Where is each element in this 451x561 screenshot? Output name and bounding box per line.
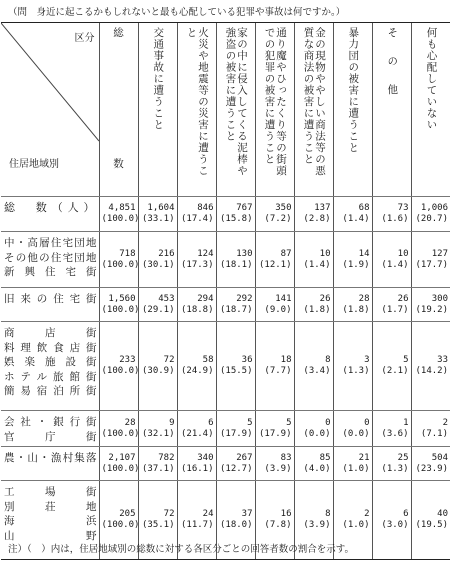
cell-percent: (3.9) xyxy=(264,463,292,474)
cell-count: 10 xyxy=(397,248,409,259)
cell-percent: (0.0) xyxy=(342,428,370,439)
table-row xyxy=(1,447,450,481)
cell-percent: (18.8) xyxy=(180,304,214,315)
cell-count: 1 xyxy=(403,417,409,428)
cell-percent: (1.6) xyxy=(381,214,409,224)
value-cell xyxy=(255,288,294,322)
cell-percent: (17.3) xyxy=(180,259,214,270)
cell-count: 124 xyxy=(197,248,214,259)
cell-percent: (100.0) xyxy=(101,259,140,270)
cell-count: 33 xyxy=(437,355,448,365)
header-col-traffic: 交通事故に遭うこと xyxy=(138,23,177,197)
value-cell xyxy=(411,288,450,322)
header-total-top: 総 xyxy=(112,27,124,39)
cell-count: 1,560 xyxy=(108,293,136,304)
value-cell xyxy=(372,232,411,288)
value-cell xyxy=(255,411,294,447)
value-cell xyxy=(333,322,372,411)
corner-cell xyxy=(1,23,99,197)
cell-percent: (100.0) xyxy=(101,463,140,474)
cell-count: 18 xyxy=(280,355,292,365)
row-label xyxy=(1,447,99,481)
cell-percent: (3.9) xyxy=(303,520,331,530)
cell-count: 14 xyxy=(358,248,370,259)
value-cell xyxy=(294,232,333,288)
cell-count: 205 xyxy=(119,509,136,519)
row-label xyxy=(1,411,99,447)
value-cell xyxy=(138,197,177,232)
cell-percent: (12.1) xyxy=(258,259,292,270)
cell-percent: (7.8) xyxy=(264,520,292,530)
cell-percent: (37.1) xyxy=(141,463,175,474)
row-label-line: 簡易宿泊所街 xyxy=(4,385,97,397)
header-total-bottom: 数 xyxy=(112,157,124,168)
cell-count: 28 xyxy=(358,293,370,304)
value-cell xyxy=(177,197,216,232)
cell-count: 782 xyxy=(158,452,175,463)
cell-percent: (30.9) xyxy=(141,366,175,376)
cell-percent: (17.4) xyxy=(180,214,214,224)
cell-percent: (14.2) xyxy=(415,366,448,376)
header-col-fraud: 金の現物ややしい商法等の悪質な商法の被害に遭うこと xyxy=(294,23,333,197)
cell-percent: (35.1) xyxy=(141,520,175,530)
value-cell xyxy=(177,411,216,447)
value-cell xyxy=(372,322,411,411)
cell-count: 37 xyxy=(241,509,253,519)
value-cell xyxy=(138,411,177,447)
row-label xyxy=(1,322,99,411)
value-cell xyxy=(216,322,255,411)
cell-percent: (1.4) xyxy=(303,259,331,270)
value-cell xyxy=(411,322,450,411)
cell-percent: (2.8) xyxy=(303,214,331,224)
cell-percent: (3.6) xyxy=(381,428,409,439)
value-cell xyxy=(333,197,372,232)
row-label-line: 総 数（人） xyxy=(4,201,97,214)
cell-percent: (19.2) xyxy=(415,304,448,315)
cell-count: 294 xyxy=(197,293,214,304)
cell-count: 216 xyxy=(158,248,175,259)
value-cell xyxy=(333,232,372,288)
cell-percent: (1.0) xyxy=(342,463,370,474)
header-col-no-worry: 何も心配していない xyxy=(411,23,450,197)
cell-percent: (1.3) xyxy=(381,463,409,474)
cell-count: 1,604 xyxy=(147,203,175,213)
value-cell xyxy=(138,288,177,322)
cell-count: 137 xyxy=(314,203,331,213)
cell-percent: (9.0) xyxy=(264,304,292,315)
cell-count: 300 xyxy=(431,293,448,304)
row-label-line: 旧来の住宅街 xyxy=(4,293,97,305)
value-cell xyxy=(411,481,450,560)
row-label-line: 会社・銀行街 xyxy=(4,416,97,428)
header-row xyxy=(1,23,450,197)
value-cell xyxy=(294,447,333,481)
header-col-street-crime: 通り魔やひったくり等の街頭での犯罪の被害に遭うこと xyxy=(255,23,294,197)
total-cell xyxy=(99,197,138,232)
cell-percent: (7.2) xyxy=(264,214,292,224)
cell-count: 127 xyxy=(431,248,448,259)
cell-percent: (100.0) xyxy=(101,520,140,530)
cell-percent: (20.7) xyxy=(415,214,448,224)
value-cell xyxy=(138,322,177,411)
cell-count: 25 xyxy=(397,452,409,463)
cell-count: 2 xyxy=(364,509,370,519)
row-label xyxy=(1,288,99,322)
row-label-line: その他の住宅団地 xyxy=(4,251,97,264)
total-cell xyxy=(99,288,138,322)
cell-count: 267 xyxy=(236,452,253,463)
cell-percent: (29.1) xyxy=(141,304,175,315)
cell-count: 141 xyxy=(275,293,292,304)
cell-percent: (1.8) xyxy=(342,304,370,315)
value-cell xyxy=(177,322,216,411)
cell-count: 0 xyxy=(364,417,370,428)
cell-count: 767 xyxy=(236,203,253,213)
row-label-line: ホテル旅館街 xyxy=(4,370,97,383)
cell-percent: (33.1) xyxy=(141,214,175,224)
header-col-other: その他 xyxy=(372,23,411,197)
cell-percent: (18.0) xyxy=(219,520,253,530)
cell-percent: (100.0) xyxy=(101,366,140,376)
cell-count: 58 xyxy=(202,355,214,365)
row-label-line: 中・高層住宅団地 xyxy=(4,237,97,249)
cell-count: 73 xyxy=(397,203,409,213)
header-col-burglary: 家の中に侵入してくる泥棒や強盗の被害に遭うこと xyxy=(216,23,255,197)
row-label-line: 海浜 xyxy=(4,515,97,527)
value-cell xyxy=(411,197,450,232)
cell-count: 350 xyxy=(275,203,292,213)
value-cell xyxy=(294,197,333,232)
cell-count: 83 xyxy=(280,452,292,463)
cell-percent: (18.7) xyxy=(219,304,253,315)
cell-count: 3 xyxy=(364,355,370,365)
cell-count: 24 xyxy=(202,509,214,519)
cell-percent: (11.7) xyxy=(180,520,214,530)
cell-count: 504 xyxy=(431,452,448,463)
cell-percent: (30.1) xyxy=(141,259,175,270)
row-label-line: 官庁街 xyxy=(4,430,97,443)
cell-percent: (0.0) xyxy=(303,428,331,439)
value-cell xyxy=(411,411,450,447)
value-cell xyxy=(177,447,216,481)
cell-percent: (1.7) xyxy=(381,304,409,315)
cell-percent: (100.0) xyxy=(101,428,140,439)
value-cell xyxy=(333,411,372,447)
cell-count: 9 xyxy=(169,417,175,428)
row-label-line: 山野 xyxy=(4,529,97,542)
value-cell xyxy=(255,447,294,481)
total-cell xyxy=(99,447,138,481)
kubun-label: 区分 xyxy=(74,33,95,44)
value-cell xyxy=(216,232,255,288)
value-cell xyxy=(216,447,255,481)
footnote: 注）（ ）内は，住居地域別の総数に対する各区分ごとの回答者数の割合を示す。 xyxy=(8,544,354,555)
value-cell xyxy=(372,288,411,322)
cell-percent: (17.9) xyxy=(258,428,292,439)
cell-percent: (21.4) xyxy=(180,428,214,439)
cell-percent: (2.1) xyxy=(381,366,409,376)
cell-percent: (1.3) xyxy=(342,366,370,376)
cell-count: 4,851 xyxy=(108,203,136,213)
cell-percent: (100.0) xyxy=(101,304,140,315)
cell-percent: (17.9) xyxy=(219,428,253,439)
value-cell xyxy=(216,411,255,447)
cell-count: 85 xyxy=(319,452,331,463)
cell-percent: (1.4) xyxy=(342,214,370,224)
crime-concern-table xyxy=(1,22,450,560)
cell-percent: (15.8) xyxy=(219,214,253,224)
cell-count: 10 xyxy=(319,248,331,259)
cell-percent: (24.9) xyxy=(180,366,214,376)
table-row xyxy=(1,288,450,322)
value-cell xyxy=(177,232,216,288)
region-label: 住居地域別 xyxy=(9,159,59,170)
cell-percent: (15.5) xyxy=(219,366,253,376)
cell-count: 0 xyxy=(325,417,331,428)
header-col-disaster: 火災や地震等の災害に遭うこと xyxy=(177,23,216,197)
value-cell xyxy=(177,288,216,322)
value-cell xyxy=(294,288,333,322)
value-cell xyxy=(372,197,411,232)
value-cell xyxy=(138,447,177,481)
row-label-line: 新興住宅街 xyxy=(4,266,97,278)
cell-percent: (100.0) xyxy=(101,214,140,224)
table-row xyxy=(1,197,450,232)
cell-percent: (32.1) xyxy=(141,428,175,439)
cell-count: 26 xyxy=(397,293,409,304)
cell-percent: (1.8) xyxy=(303,304,331,315)
cell-count: 292 xyxy=(236,293,253,304)
value-cell xyxy=(411,232,450,288)
cell-count: 5 xyxy=(286,417,292,428)
cell-percent: (18.1) xyxy=(219,259,253,270)
cell-count: 5 xyxy=(403,355,409,365)
value-cell xyxy=(294,411,333,447)
value-cell xyxy=(255,232,294,288)
value-cell xyxy=(216,288,255,322)
cell-count: 846 xyxy=(197,203,214,213)
cell-count: 68 xyxy=(358,203,370,213)
cell-count: 6 xyxy=(208,417,214,428)
cell-count: 28 xyxy=(124,417,136,428)
row-label xyxy=(1,197,99,232)
cell-count: 5 xyxy=(247,417,253,428)
cell-count: 36 xyxy=(241,355,253,365)
row-label-line: 別荘地 xyxy=(4,500,97,513)
question-caption: （問 身近に起こるかもしれないと最も心配している犯罪や事故は何ですか。） xyxy=(8,7,346,18)
total-cell xyxy=(99,232,138,288)
cell-count: 2,107 xyxy=(108,452,136,463)
row-label-line: 料理飲食店街 xyxy=(4,341,97,354)
cell-count: 233 xyxy=(119,355,136,365)
cell-percent: (1.4) xyxy=(381,259,409,270)
total-cell xyxy=(99,322,138,411)
value-cell xyxy=(333,447,372,481)
value-cell xyxy=(255,197,294,232)
row-label xyxy=(1,232,99,288)
cell-percent: (16.1) xyxy=(180,463,214,474)
corner-diagonal xyxy=(1,23,99,196)
cell-percent: (3.4) xyxy=(303,366,331,376)
cell-count: 26 xyxy=(319,293,331,304)
cell-percent: (4.0) xyxy=(303,463,331,474)
cell-count: 1,006 xyxy=(420,203,448,213)
table-row xyxy=(1,411,450,447)
cell-percent: (23.9) xyxy=(415,463,448,474)
cell-count: 8 xyxy=(325,355,331,365)
value-cell xyxy=(372,411,411,447)
cell-count: 453 xyxy=(158,293,175,304)
cell-count: 130 xyxy=(236,248,253,259)
row-label-line: 娯楽施設街 xyxy=(4,356,97,368)
value-cell xyxy=(216,197,255,232)
cell-count: 8 xyxy=(325,509,331,519)
value-cell xyxy=(294,322,333,411)
header-col-gang: 暴力団の被害に遭うこと xyxy=(333,23,372,197)
value-cell xyxy=(372,481,411,560)
cell-count: 340 xyxy=(197,452,214,463)
cell-count: 72 xyxy=(163,509,175,519)
value-cell xyxy=(138,232,177,288)
cell-count: 16 xyxy=(280,509,292,519)
cell-count: 718 xyxy=(119,248,136,259)
row-label-line: 農・山・漁村集落 xyxy=(4,452,97,464)
cell-count: 87 xyxy=(280,248,292,259)
cell-percent: (7.7) xyxy=(264,366,292,376)
cell-count: 40 xyxy=(437,509,448,519)
table-row xyxy=(1,322,450,411)
cell-count: 6 xyxy=(403,509,409,519)
row-label-line: 工場街 xyxy=(4,486,97,498)
value-cell xyxy=(372,447,411,481)
cell-percent: (17.7) xyxy=(415,259,448,270)
cell-percent: (1.0) xyxy=(342,520,370,530)
cell-count: 21 xyxy=(358,452,370,463)
cell-percent: (7.1) xyxy=(420,428,448,439)
cell-percent: (19.5) xyxy=(415,520,448,530)
cell-count: 72 xyxy=(163,355,175,365)
total-cell xyxy=(99,411,138,447)
row-label-line: 商店街 xyxy=(4,327,97,339)
table-row xyxy=(1,232,450,288)
cell-percent: (1.9) xyxy=(342,259,370,270)
value-cell xyxy=(255,322,294,411)
cell-percent: (12.7) xyxy=(219,463,253,474)
cell-percent: (3.0) xyxy=(381,520,409,530)
value-cell xyxy=(333,288,372,322)
value-cell xyxy=(411,447,450,481)
header-total xyxy=(99,23,138,197)
cell-count: 2 xyxy=(442,417,448,428)
